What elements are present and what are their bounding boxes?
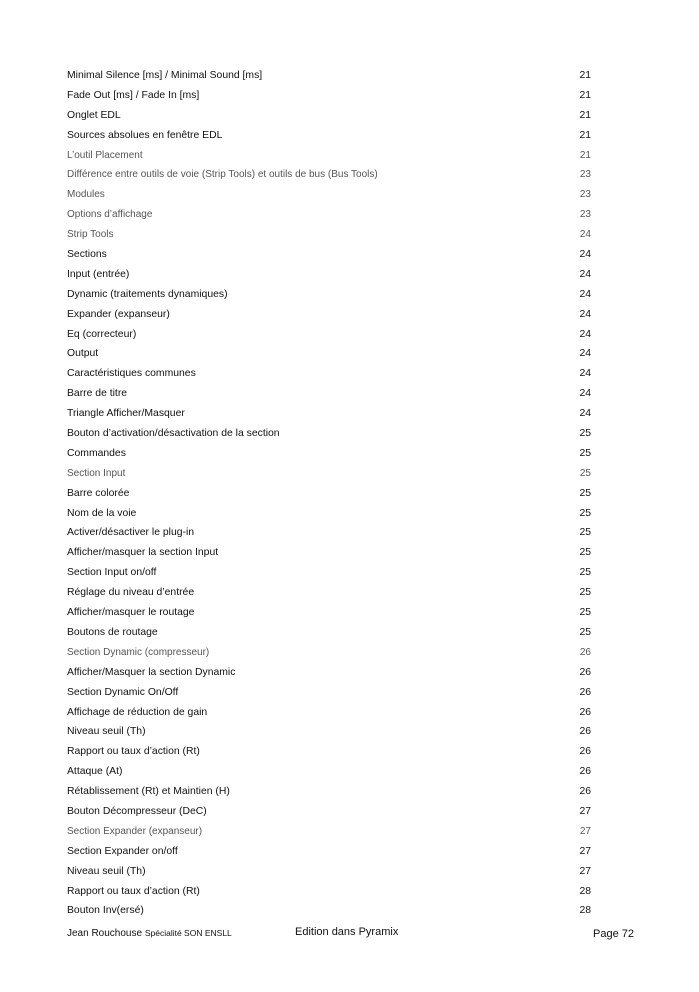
toc-entry[interactable] bbox=[67, 126, 591, 146]
toc-entry-title: Bouton d’activation/désactivation de la section bbox=[67, 428, 280, 440]
toc-entry-page: 23 bbox=[579, 209, 591, 221]
toc-entry-page: 24 bbox=[579, 348, 591, 360]
footer-document-title: Edition dans Pyramix bbox=[295, 926, 399, 938]
footer-page-number: Page 72 bbox=[593, 928, 634, 940]
toc-entry-page: 26 bbox=[579, 646, 591, 658]
toc-entry[interactable] bbox=[67, 106, 591, 126]
toc-entry-page: 24 bbox=[579, 229, 591, 241]
toc-entry-title: Output bbox=[67, 348, 99, 360]
toc-entry[interactable] bbox=[67, 484, 591, 504]
toc-entry-title: Niveau seuil (Th) bbox=[67, 865, 146, 877]
footer-author bbox=[67, 928, 232, 939]
toc-entry-title: Triangle Afficher/Masquer bbox=[67, 408, 185, 420]
toc-entry-title: Caractéristiques communes bbox=[67, 368, 196, 380]
toc-entry[interactable] bbox=[67, 663, 591, 683]
toc-entry-page: 25 bbox=[579, 607, 591, 619]
toc-entry[interactable] bbox=[67, 842, 591, 862]
toc-entry-title: Minimal Silence [ms] / Minimal Sound [ms] bbox=[67, 70, 263, 81]
toc-entry-title: Barre colorée bbox=[67, 487, 130, 499]
toc-entry-title: Onglet EDL bbox=[67, 109, 121, 121]
toc-entry[interactable] bbox=[67, 205, 591, 225]
toc-entry-page: 27 bbox=[579, 825, 591, 837]
toc-entry-title: Modules bbox=[67, 189, 105, 201]
toc-entry-page: 26 bbox=[579, 666, 591, 678]
toc-entry[interactable] bbox=[67, 305, 591, 325]
toc-entry-page: 25 bbox=[579, 567, 591, 579]
toc-entry[interactable] bbox=[67, 722, 591, 742]
toc-entry[interactable] bbox=[67, 742, 591, 762]
toc-entry[interactable] bbox=[67, 643, 591, 663]
toc-entry[interactable] bbox=[67, 782, 591, 802]
toc-entry[interactable] bbox=[67, 245, 591, 265]
toc-entry-page: 25 bbox=[579, 428, 591, 440]
toc-entry-page: 25 bbox=[579, 587, 591, 599]
toc-entry[interactable] bbox=[67, 444, 591, 464]
toc-entry-title: L’outil Placement bbox=[67, 149, 143, 161]
toc-entry[interactable] bbox=[67, 583, 591, 603]
toc-entry-title: Afficher/masquer le routage bbox=[67, 607, 195, 619]
table-of-contents bbox=[67, 66, 591, 921]
toc-entry-title: Niveau seuil (Th) bbox=[67, 726, 146, 738]
toc-entry-title: Section Expander on/off bbox=[67, 845, 178, 857]
toc-entry[interactable] bbox=[67, 165, 591, 185]
toc-entry[interactable] bbox=[67, 504, 591, 524]
toc-entry-page: 25 bbox=[579, 507, 591, 519]
toc-entry-page: 26 bbox=[579, 746, 591, 758]
toc-entry-page: 23 bbox=[579, 189, 591, 201]
toc-entry-page: 21 bbox=[579, 70, 591, 81]
toc-entry-page: 23 bbox=[579, 169, 591, 181]
toc-entry-page: 27 bbox=[579, 865, 591, 877]
toc-entry-title: Rétablissement (Rt) et Maintien (H) bbox=[67, 786, 230, 798]
toc-entry-page: 26 bbox=[579, 726, 591, 738]
toc-entry-page: 21 bbox=[579, 129, 591, 141]
toc-entry-page: 27 bbox=[579, 845, 591, 857]
toc-entry-title: Sections bbox=[67, 249, 107, 261]
toc-entry-page: 25 bbox=[579, 447, 591, 459]
toc-entry[interactable] bbox=[67, 543, 591, 563]
toc-entry-title: Section Expander (expanseur) bbox=[67, 825, 203, 837]
toc-entry-title: Barre de titre bbox=[67, 388, 128, 400]
toc-entry-title: Section Input on/off bbox=[67, 567, 157, 579]
toc-entry[interactable] bbox=[67, 325, 591, 345]
toc-entry[interactable] bbox=[67, 384, 591, 404]
toc-entry-page: 24 bbox=[579, 408, 591, 420]
toc-entry-page: 26 bbox=[579, 706, 591, 718]
toc-entry-title: Afficher/masquer la section Input bbox=[67, 547, 219, 559]
toc-entry-page: 26 bbox=[579, 766, 591, 778]
toc-entry[interactable] bbox=[67, 882, 591, 902]
toc-entry-title: Commandes bbox=[67, 447, 126, 459]
toc-entry-page: 21 bbox=[579, 149, 591, 161]
toc-entry[interactable] bbox=[67, 185, 591, 205]
toc-entry-title: Affichage de réduction de gain bbox=[67, 706, 208, 718]
toc-entry[interactable] bbox=[67, 464, 591, 484]
toc-entry-page: 27 bbox=[579, 805, 591, 817]
toc-entry-title: Attaque (At) bbox=[67, 766, 123, 778]
toc-entry-title: Différence entre outils de voie (Strip Tools) et outils de bus (Bus Tools) bbox=[67, 169, 378, 181]
toc-entry-title: Section Input bbox=[67, 467, 126, 479]
toc-entry-page: 24 bbox=[579, 368, 591, 380]
toc-entry[interactable] bbox=[67, 146, 591, 166]
toc-entry-title: Section Dynamic On/Off bbox=[67, 686, 179, 698]
toc-entry[interactable] bbox=[67, 523, 591, 543]
footer-specialty: Spécialité SON ENSLL bbox=[144, 928, 232, 938]
toc-entry-title: Expander (expanseur) bbox=[67, 308, 170, 320]
toc-entry-page: 28 bbox=[579, 905, 591, 917]
toc-entry-title: Dynamic (traitements dynamiques) bbox=[67, 288, 228, 300]
toc-entry[interactable] bbox=[67, 623, 591, 643]
toc-entry-title: Fade Out [ms] / Fade In [ms] bbox=[67, 89, 200, 101]
toc-entry-page: 26 bbox=[579, 686, 591, 698]
toc-entry-title: Strip Tools bbox=[67, 229, 114, 241]
toc-entry[interactable] bbox=[67, 901, 591, 921]
toc-entry-page: 24 bbox=[579, 249, 591, 261]
toc-entry-title: Nom de la voie bbox=[67, 507, 137, 519]
toc-entry[interactable] bbox=[67, 285, 591, 305]
toc-entry-title: Options d’affichage bbox=[67, 209, 153, 221]
toc-entry[interactable] bbox=[67, 364, 591, 384]
toc-entry[interactable] bbox=[67, 703, 591, 723]
toc-entry[interactable] bbox=[67, 66, 591, 86]
toc-entry[interactable] bbox=[67, 683, 591, 703]
toc-entry-page: 25 bbox=[579, 487, 591, 499]
toc-entry-page: 26 bbox=[579, 786, 591, 798]
toc-entry[interactable] bbox=[67, 344, 591, 364]
toc-entry-page: 21 bbox=[579, 89, 591, 101]
toc-entry-page: 25 bbox=[579, 547, 591, 559]
toc-entry-title: Rapport ou taux d’action (Rt) bbox=[67, 746, 200, 758]
toc-entry-page: 28 bbox=[579, 885, 591, 897]
toc-entry[interactable] bbox=[67, 225, 591, 245]
toc-entry-page: 24 bbox=[579, 268, 591, 280]
toc-entry[interactable] bbox=[67, 424, 591, 444]
toc-entry-title: Réglage du niveau d’entrée bbox=[67, 587, 195, 599]
toc-entry[interactable] bbox=[67, 862, 591, 882]
toc-entry-title: Section Dynamic (compresseur) bbox=[67, 646, 210, 658]
toc-entry[interactable] bbox=[67, 265, 591, 285]
toc-entry[interactable] bbox=[67, 404, 591, 424]
toc-entry-page: 25 bbox=[579, 527, 591, 539]
toc-entry[interactable] bbox=[67, 802, 591, 822]
toc-entry-title: Input (entrée) bbox=[67, 268, 130, 280]
toc-entry[interactable] bbox=[67, 603, 591, 623]
toc-entry-page: 24 bbox=[579, 288, 591, 300]
footer-author-name: Jean Rouchouse bbox=[67, 928, 143, 939]
toc-entry-title: Eq (correcteur) bbox=[67, 328, 137, 340]
toc-entry-page: 24 bbox=[579, 328, 591, 340]
toc-entry-page: 24 bbox=[579, 308, 591, 320]
toc-entry[interactable] bbox=[67, 822, 591, 842]
toc-entry-title: Rapport ou taux d’action (Rt) bbox=[67, 885, 200, 897]
toc-entry-title: Activer/désactiver le plug-in bbox=[67, 527, 195, 539]
toc-entry-page: 25 bbox=[579, 467, 591, 479]
toc-entry[interactable] bbox=[67, 86, 591, 106]
toc-entry-title: Boutons de routage bbox=[67, 626, 158, 638]
toc-entry[interactable] bbox=[67, 563, 591, 583]
toc-entry-page: 21 bbox=[579, 109, 591, 121]
toc-entry-page: 25 bbox=[579, 626, 591, 638]
toc-entry-page: 24 bbox=[579, 388, 591, 400]
toc-entry-title: Sources absolues en fenêtre EDL bbox=[67, 129, 223, 141]
toc-entry-title: Bouton Inv(ersé) bbox=[67, 905, 144, 917]
toc-entry[interactable] bbox=[67, 762, 591, 782]
toc-entry-title: Bouton Décompresseur (DeC) bbox=[67, 805, 207, 817]
toc-entry-title: Afficher/Masquer la section Dynamic bbox=[67, 666, 236, 678]
